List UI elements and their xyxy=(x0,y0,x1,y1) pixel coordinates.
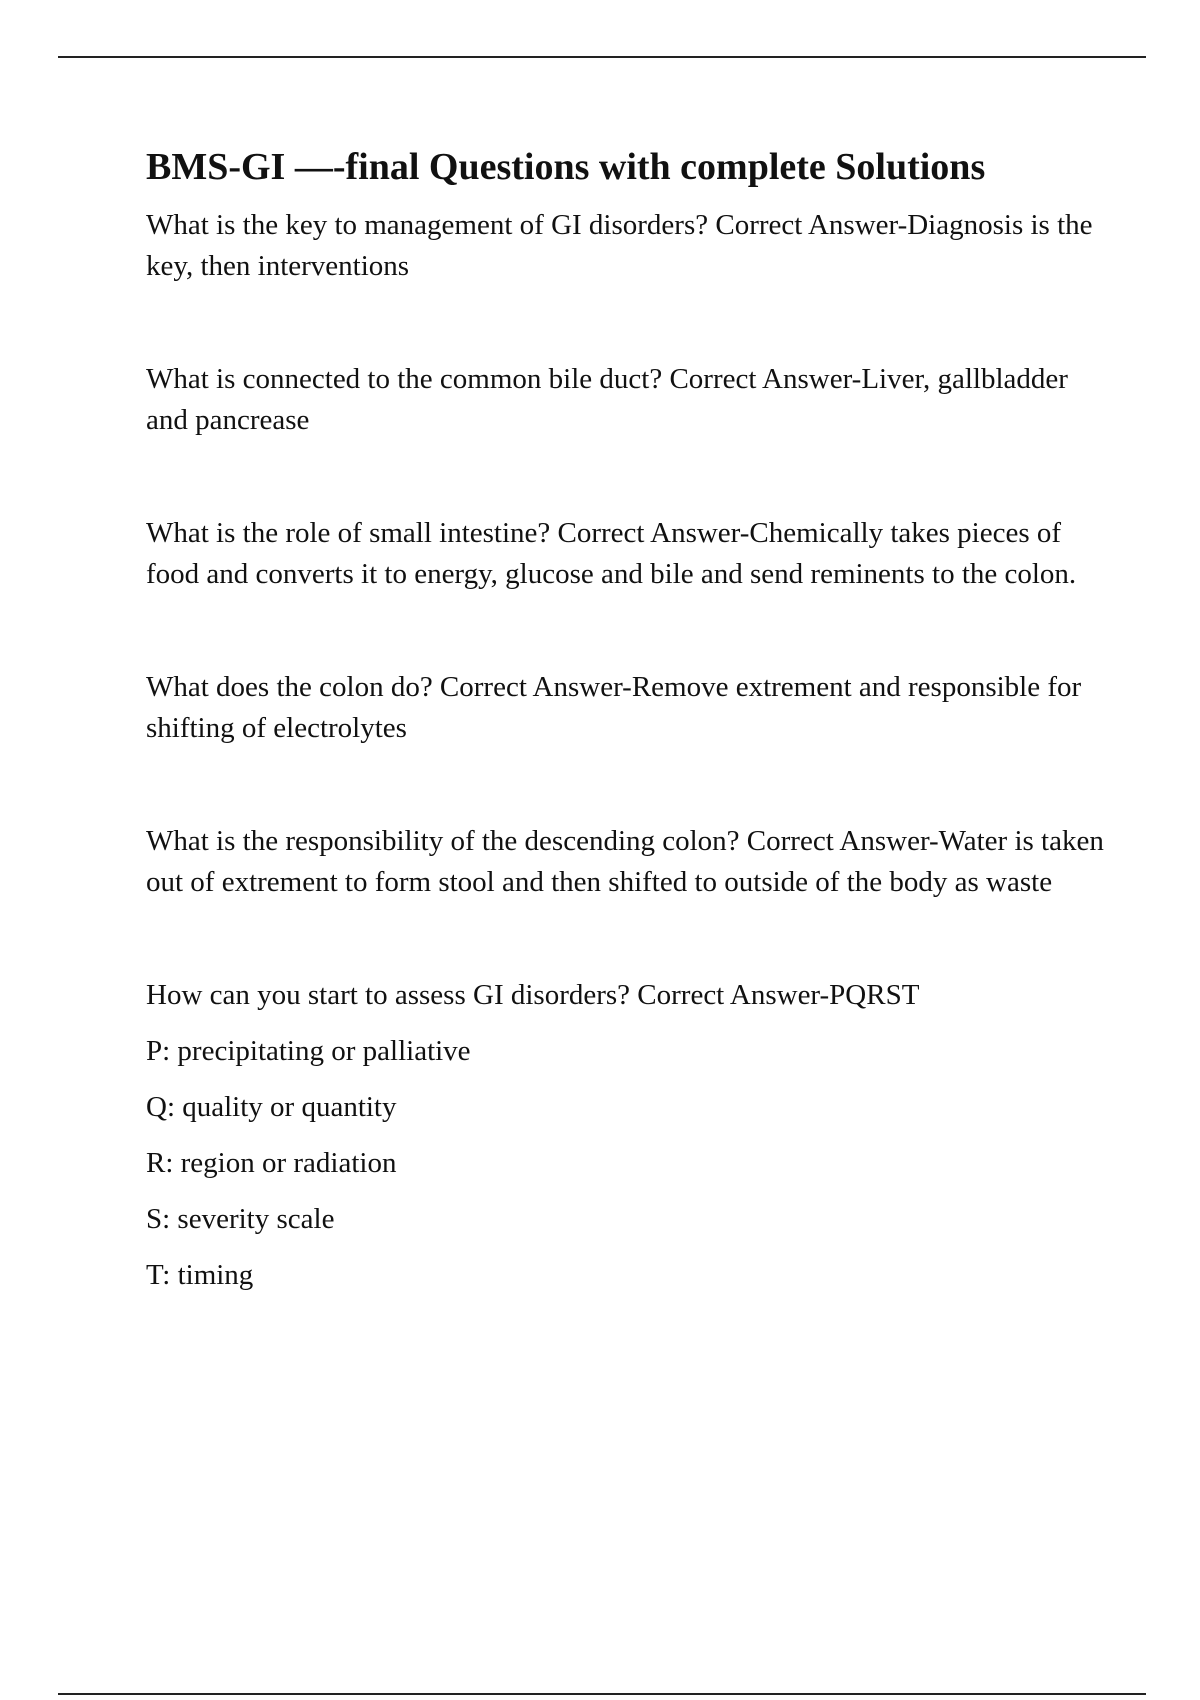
pqrst-item-t: T: timing xyxy=(146,1259,254,1291)
qa-list xyxy=(146,205,1106,903)
qa-item: What is the key to management of GI disorders? Correct Answer-Diagnosis is the key, then interventions xyxy=(146,209,1093,282)
pqrst-item-q: Q: quality or quantity xyxy=(146,1091,397,1123)
pqrst-section xyxy=(146,975,1106,1296)
qa-item: What is the role of small intestine? Correct Answer-Chemically takes pieces of food and converts it to energy, glucose and bile and send reminents to the colon. xyxy=(146,517,1077,590)
qa-item: What is connected to the common bile duct? Correct Answer-Liver, gallbladder and pancrease xyxy=(146,363,1068,436)
pqrst-question: How can you start to assess GI disorders? Correct Answer-PQRST xyxy=(146,979,920,1011)
qa-item: What is the responsibility of the descending colon? Correct Answer-Water is taken out of extrement to form stool and then shifted to outside of the body as waste xyxy=(146,825,1104,898)
header-rule xyxy=(58,56,1146,58)
pqrst-item-p: P: precipitating or palliative xyxy=(146,1035,471,1067)
qa-item: What does the colon do? Correct Answer-Remove extrement and responsible for shifting of electrolytes xyxy=(146,671,1082,744)
document-body xyxy=(146,143,1106,1296)
footer-rule xyxy=(58,1693,1146,1695)
document-title: BMS-GI —-final Questions with complete Solutions xyxy=(146,146,986,188)
pqrst-item-s: S: severity scale xyxy=(146,1203,335,1235)
pqrst-item-r: R: region or radiation xyxy=(146,1147,397,1179)
